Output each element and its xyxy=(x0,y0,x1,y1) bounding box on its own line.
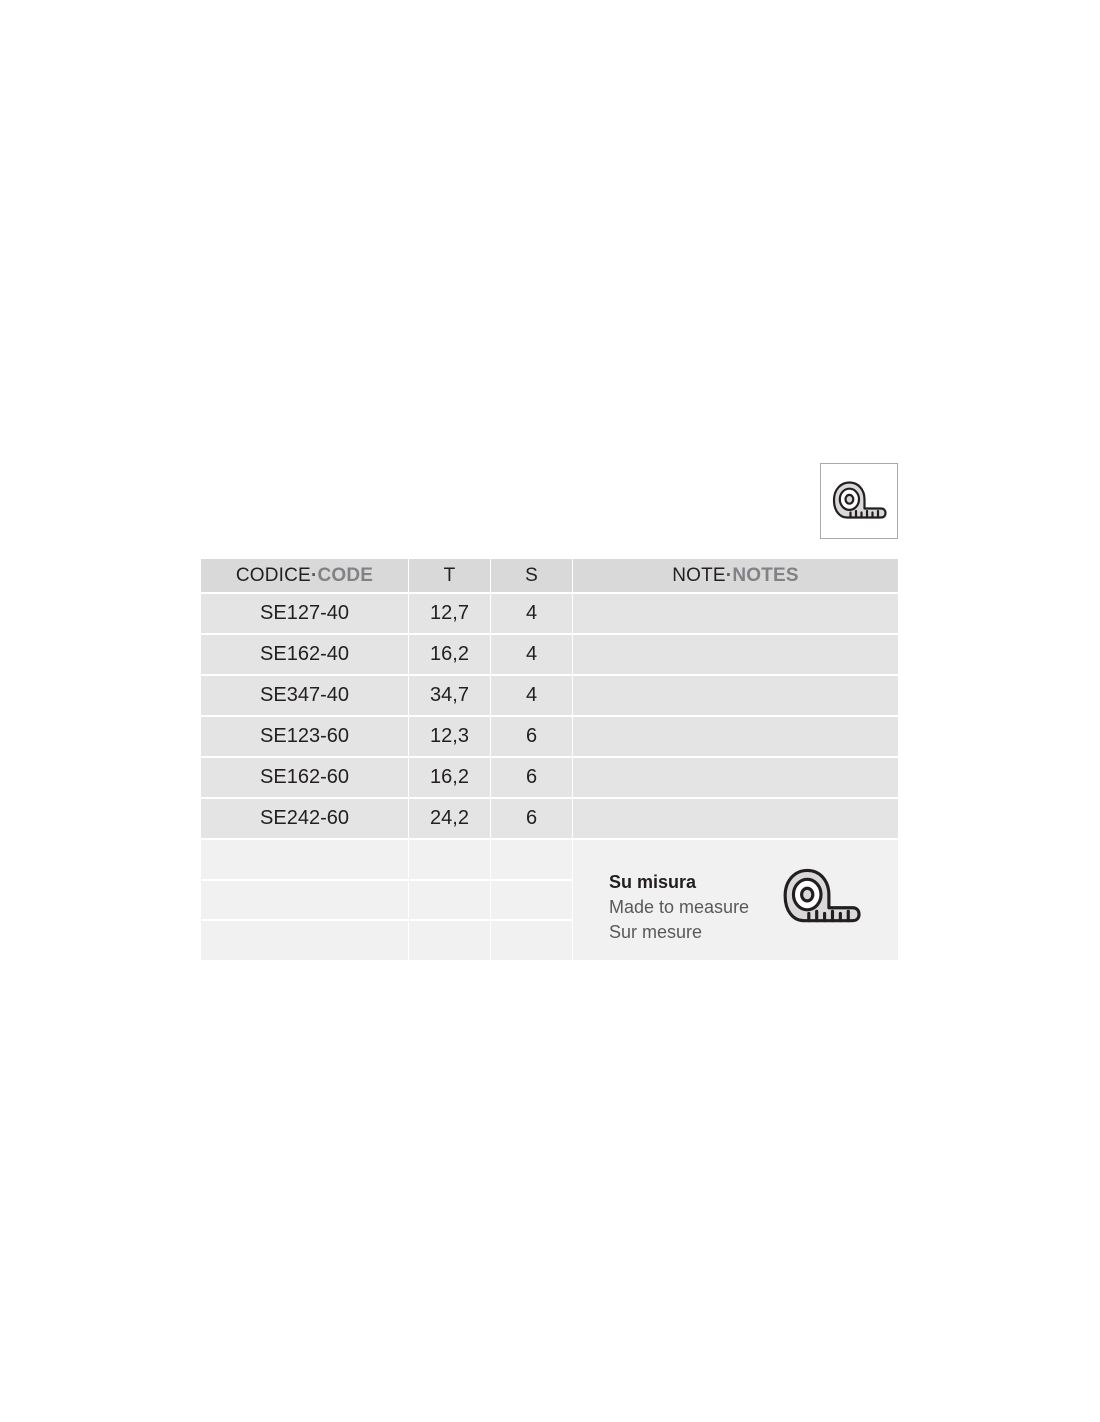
table-row-empty xyxy=(201,840,898,879)
cell-t: 12,7 xyxy=(409,594,490,633)
cell-code: SE162-60 xyxy=(201,758,408,797)
cell-t xyxy=(409,840,490,879)
cell-s xyxy=(491,840,572,879)
cell-s: 6 xyxy=(491,717,572,756)
column-header-note xyxy=(573,559,898,592)
table-row xyxy=(201,635,898,674)
table-row xyxy=(201,676,898,715)
cell-code xyxy=(201,840,408,879)
cell-t: 24,2 xyxy=(409,799,490,838)
table-body xyxy=(201,594,898,960)
cell-code: SE127-40 xyxy=(201,594,408,633)
cell-s xyxy=(491,881,572,920)
cell-code xyxy=(201,921,408,960)
column-header-note-separator: · xyxy=(725,564,733,586)
cell-s xyxy=(491,921,572,960)
table-head xyxy=(201,559,898,592)
tape-measure-icon xyxy=(773,864,869,936)
cell-s: 6 xyxy=(491,799,572,838)
note-line-en: Made to measure xyxy=(609,897,750,917)
table-header-row xyxy=(201,559,898,592)
cell-note xyxy=(573,799,898,838)
cell-t: 12,3 xyxy=(409,717,490,756)
cell-t xyxy=(409,921,490,960)
table-row xyxy=(201,799,898,838)
column-header-code-secondary: CODE xyxy=(317,564,374,586)
made-to-measure-text xyxy=(609,870,749,945)
cell-code xyxy=(201,881,408,920)
table-row xyxy=(201,717,898,756)
note-line-fr: Sur mesure xyxy=(609,922,703,942)
column-header-code-primary: CODICE xyxy=(235,564,311,586)
cell-note xyxy=(573,594,898,633)
cell-code: SE123-60 xyxy=(201,717,408,756)
spec-table-container xyxy=(200,557,898,962)
table-row xyxy=(201,758,898,797)
cell-t xyxy=(409,881,490,920)
column-header-note-primary: NOTE xyxy=(672,564,726,586)
cell-t: 34,7 xyxy=(409,676,490,715)
spec-table xyxy=(200,557,899,962)
made-to-measure-note xyxy=(573,840,898,960)
table-row xyxy=(201,594,898,633)
column-header-code-separator: · xyxy=(310,564,318,586)
note-line-it: Su misura xyxy=(609,872,697,892)
cell-t: 16,2 xyxy=(409,635,490,674)
column-header-code xyxy=(201,559,408,592)
cell-note xyxy=(573,758,898,797)
cell-s: 4 xyxy=(491,635,572,674)
cell-code: SE347-40 xyxy=(201,676,408,715)
cell-code: SE242-60 xyxy=(201,799,408,838)
cell-s: 6 xyxy=(491,758,572,797)
cell-t: 16,2 xyxy=(409,758,490,797)
legend-badge xyxy=(820,463,898,539)
column-header-note-secondary: NOTES xyxy=(732,564,799,586)
cell-s: 4 xyxy=(491,594,572,633)
column-header-s: S xyxy=(491,559,572,592)
cell-s: 4 xyxy=(491,676,572,715)
cell-note xyxy=(573,717,898,756)
cell-note xyxy=(573,676,898,715)
cell-note xyxy=(573,635,898,674)
column-header-t: T xyxy=(409,559,490,592)
cell-code: SE162-40 xyxy=(201,635,408,674)
